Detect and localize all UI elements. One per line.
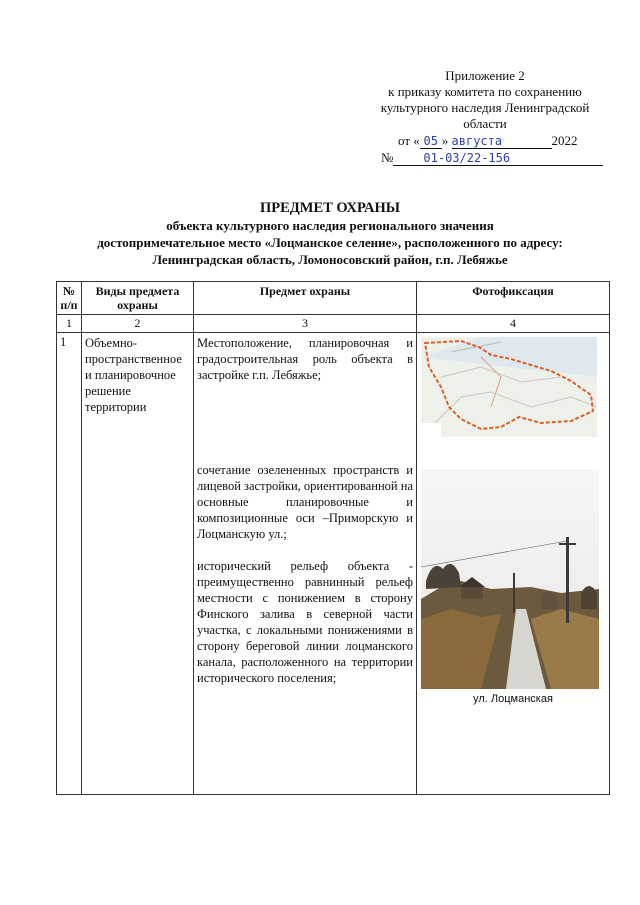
date-prefix: от « xyxy=(398,133,420,148)
col-number-2: 2 xyxy=(82,315,194,333)
col-number-3: 3 xyxy=(194,315,417,333)
header-number: № п/п xyxy=(57,282,82,315)
table-header-row xyxy=(57,282,610,315)
annex-line-3: области xyxy=(463,116,507,131)
table-number-row xyxy=(57,315,610,333)
date-mid: » xyxy=(441,133,449,148)
map-drawing xyxy=(421,337,597,437)
protection-subject-table xyxy=(56,281,610,795)
street-photo-image xyxy=(421,469,599,689)
subject-item-1: Местоположение, планировочная и градостроительная роль объекта в застройке г.п. Лебяжье; xyxy=(197,336,413,382)
location-map-image xyxy=(421,337,597,437)
row-photos xyxy=(417,333,610,795)
annex-title: Приложение 2 xyxy=(445,68,525,83)
annex-date-line xyxy=(398,133,578,149)
header-types: Виды предмета охраны xyxy=(82,282,194,315)
date-year: 2022 xyxy=(551,133,578,148)
heading-line-1: объекта культурного наследия регионального значения xyxy=(166,218,494,233)
header-subject: Предмет охраны xyxy=(194,282,417,315)
col-number-4: 4 xyxy=(417,315,610,333)
table-row xyxy=(57,333,610,795)
annex-line-2: культурного наследия Ленинградской xyxy=(380,100,590,115)
annex-block xyxy=(360,68,610,132)
col-number-1: 1 xyxy=(57,315,82,333)
number-prefix: № xyxy=(381,150,394,165)
document-heading xyxy=(40,200,620,268)
row-type: Объемно-пространственное и планировочное решение территории xyxy=(82,333,194,795)
date-day: 05 xyxy=(420,134,442,149)
annex-line-1: к приказу комитета по сохранению xyxy=(388,84,582,99)
street-photo-drawing xyxy=(421,469,599,689)
date-month: августа xyxy=(452,134,552,149)
header-photo: Фотофиксация xyxy=(417,282,610,315)
heading-line-2: достопримечательное место «Лоцманское селение», расположенного по адресу: xyxy=(97,235,563,250)
heading-title: ПРЕДМЕТ ОХРАНЫ xyxy=(259,200,401,216)
subject-item-2: сочетание озелененных пространств и лицевой застройки, ориентированной на основные планировочные и композиционные оси –Приморскую и Лоцманскую ул.; xyxy=(197,463,413,541)
heading-line-3: Ленинградская область, Ломоносовский район, г.п. Лебяжье xyxy=(152,252,508,267)
subject-item-3: исторический рельеф объекта - преимущественно равнинный рельеф местности с понижением в сторону Финского залива в северной части участка, с локальными понижениями в сторону береговой линии лоцманского канала, расположенного на территории исторического поселения; xyxy=(197,559,413,685)
row-number: 1 xyxy=(57,333,82,795)
photo-caption: ул. Лоцманская xyxy=(473,693,553,705)
annex-number-line xyxy=(381,150,603,166)
number-value: 01-03/22-156 xyxy=(393,151,603,166)
row-subject xyxy=(194,333,417,795)
